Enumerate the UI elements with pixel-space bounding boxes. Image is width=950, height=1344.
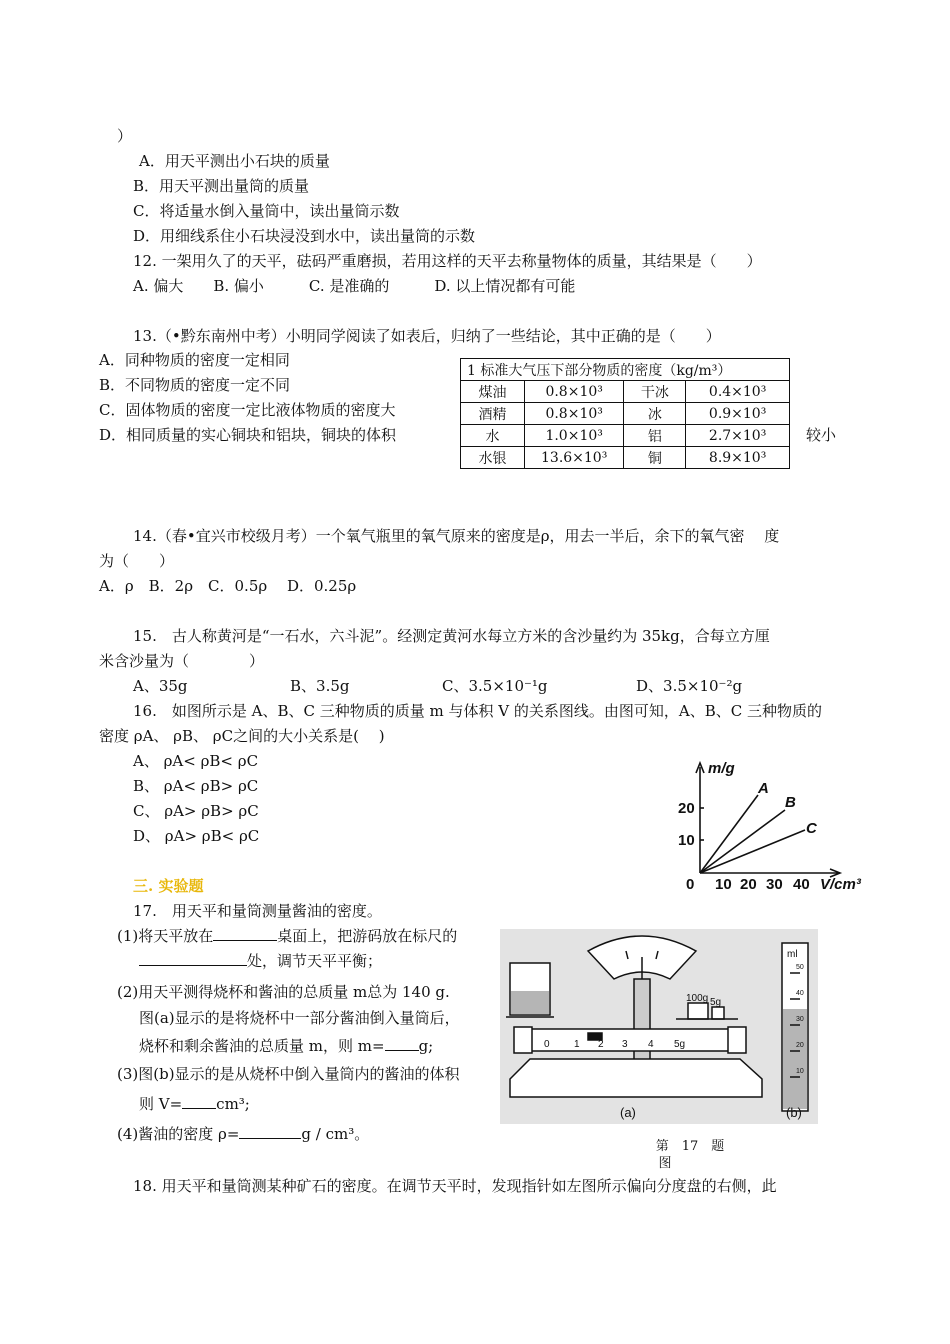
q17-step3-unit: cm³; [216, 1095, 250, 1113]
q15-option-b: B、3.5g [290, 677, 350, 695]
weight-100g-icon [688, 1003, 708, 1019]
q17-step3-cont [139, 1094, 250, 1114]
q17-stem: 17. 用天平和量筒测量酱油的密度。 [133, 902, 382, 920]
q11-option-a: A．用天平测出小石块的质量 [139, 152, 330, 170]
figure-a-label: (a) [620, 1105, 636, 1120]
q17-step1-cont [139, 951, 382, 971]
q16-option-a: A、 ρA< ρB< ρC [133, 752, 259, 770]
answer-blank[interactable] [385, 1036, 419, 1051]
line-b [700, 810, 785, 873]
weight-100g-label: 100g [686, 993, 709, 1004]
cylinder-tick: 10 [796, 1068, 804, 1075]
x-axis-label: V/cm³ [820, 876, 861, 893]
scale-tick: 4 [648, 1039, 654, 1050]
q17-step4-text: (4)酱油的密度 ρ= [117, 1125, 240, 1143]
figure-17-caption-cont: 图 [658, 1156, 672, 1171]
q13-option-b: B．不同物质的密度一定不同 [99, 376, 291, 394]
q16-option-b: B、 ρA< ρB> ρC [133, 777, 259, 795]
q17-step2-text: 烧杯和剩余酱油的总质量 m，则 m= [139, 1037, 385, 1055]
table-row [461, 403, 790, 425]
q13-option-a: A．同种物质的密度一定相同 [99, 351, 290, 369]
q17-step1-text3: 处，调节天平平衡； [247, 952, 383, 970]
q15-option-d: D、3.5×10⁻²g [636, 677, 743, 695]
y-tick-label: 10 [678, 832, 695, 849]
table-cell: 煤油 [461, 381, 525, 403]
x-tick-label: 20 [740, 876, 757, 893]
table-row [461, 447, 790, 469]
q13-option-c: C．固体物质的密度一定比液体物质的密度大 [99, 401, 396, 419]
weight-5g-label: 5g [710, 997, 722, 1008]
figure-17-balance-cylinder [500, 929, 818, 1124]
table-row [461, 425, 790, 447]
table-cell: 冰 [624, 403, 686, 425]
scale-tick: 3 [622, 1039, 628, 1050]
q16-stem-cont: 密度 ρA、 ρB、 ρC之间的大小关系是( ) [99, 727, 385, 745]
q17-step1 [117, 926, 457, 946]
scale-tick: 1 [574, 1039, 580, 1050]
q14-stem-cont: 为（ ） [99, 552, 175, 570]
cylinder-unit: ml [787, 949, 798, 960]
balance-beam [530, 1029, 730, 1051]
q17-step1-text: (1)将天平放在 [117, 927, 214, 945]
q15-option-c: C、3.5×10⁻¹g [442, 677, 548, 695]
cylinder-tick: 50 [796, 964, 804, 971]
weight-5g-icon [712, 1007, 724, 1019]
table-cell: 0.8×10³ [524, 403, 624, 425]
q15-stem-cont: 米含沙量为（ ） [99, 652, 265, 670]
table-cell: 0.4×10³ [686, 381, 790, 403]
q14-stem: 14.（春•宜兴市校级月考）一个氧气瓶里的氧气原来的密度是ρ，用去一半后，余下的氧气密 度 [133, 527, 780, 545]
table-cell: 2.7×10³ [686, 425, 790, 447]
q11-option-c: C．将适量水倒入量筒中，读出量筒示数 [133, 202, 400, 220]
balance-base [510, 1059, 762, 1097]
cylinder-tick: 40 [796, 990, 804, 997]
x-tick-label: 30 [766, 876, 783, 893]
q13-stem: 13.（•黔东南州中考）小明同学阅读了如表后，归纳了一些结论，其中正确的是（ ） [133, 327, 721, 345]
table-cell: 干冰 [624, 381, 686, 403]
density-table-title: 1 标准大气压下部分物质的密度（kg/m³） [461, 359, 790, 381]
scale-tick: 5g [674, 1039, 686, 1050]
q18-stem: 18. 用天平和量筒测某种矿石的密度。在调节天平时，发现指针如左图所示偏向分度盘的右侧，此 [133, 1177, 777, 1195]
line-c-label: C [806, 820, 817, 837]
q16-option-c: C、 ρA> ρB> ρC [133, 802, 259, 820]
line-a-label: A [758, 780, 769, 797]
q17-step3: (3)图(b)显示的是从烧杯中倒入量筒内的酱油的体积 [117, 1065, 460, 1083]
q11-option-d: D．用细线系住小石块浸没到水中，读出量筒的示数 [133, 227, 476, 245]
q16-option-d: D、 ρA> ρB< ρC [133, 827, 260, 845]
scale-tick: 0 [544, 1039, 550, 1050]
answer-blank[interactable] [182, 1094, 216, 1109]
balance-pillar [634, 979, 650, 1069]
figure-17-caption: 第 17 题 [655, 1139, 725, 1154]
q13-option-d-tail: 较小 [806, 426, 837, 444]
section-heading: 三. 实验题 [133, 877, 204, 895]
y-tick-label: 0 [686, 876, 695, 893]
line-b-label: B [785, 794, 796, 811]
q17-step4 [117, 1124, 369, 1144]
table-cell: 1.0×10³ [524, 425, 624, 447]
q15-option-a: A、35g [133, 677, 188, 695]
table-row [461, 381, 790, 403]
q14-options: A．ρ B．2ρ C．0.5ρ D．0.25ρ [99, 577, 357, 595]
q15-stem: 15. 古人称黄河是“一石水，六斗泥”。经测定黄河水每立方米的含沙量约为 35kg，合每立方厘 [133, 627, 770, 645]
q11-paren: ） [117, 127, 133, 145]
q17-step3-text: 则 V= [139, 1095, 183, 1113]
answer-blank[interactable] [239, 1124, 301, 1139]
answer-blank[interactable] [213, 926, 277, 941]
cylinder-tick: 30 [796, 1016, 804, 1023]
table-cell: 铝 [624, 425, 686, 447]
table-cell: 0.8×10³ [524, 381, 624, 403]
answer-blank[interactable] [139, 951, 247, 966]
y-axis-label: m/g [708, 760, 735, 777]
table-cell: 8.9×10³ [686, 447, 790, 469]
table-cell: 水银 [461, 447, 525, 469]
q17-step2-cont2 [139, 1036, 433, 1056]
density-table [460, 358, 790, 469]
q13-option-d: D．相同质量的实心铜块和铝块，铜块的体积 [99, 426, 397, 444]
mass-volume-graph [670, 755, 880, 895]
q12-options: A. 偏大 B. 偏小 C. 是准确的 D. 以上情况都有可能 [133, 277, 576, 295]
q17-step4-unit: g / cm³。 [301, 1125, 370, 1143]
x-tick-label: 40 [793, 876, 810, 893]
table-cell: 铜 [624, 447, 686, 469]
cylinder-tick: 20 [796, 1042, 804, 1049]
q16-stem: 16. 如图所示是 A、B、C 三种物质的质量 m 与体积 V 的关系图线。由图可知，A、B、C 三种物质的 [133, 702, 822, 720]
x-tick-label: 10 [715, 876, 732, 893]
q17-step2-cont: 图(a)显示的是将烧杯中一部分酱油倒入量筒后， [139, 1009, 460, 1027]
q17-step2: (2)用天平测得烧杯和酱油的总质量 m总为 140 g. [117, 983, 450, 1001]
table-cell: 0.9×10³ [686, 403, 790, 425]
table-cell: 酒精 [461, 403, 525, 425]
figure-b-label: (b) [786, 1105, 802, 1120]
y-tick-label: 20 [678, 800, 695, 817]
table-cell: 水 [461, 425, 525, 447]
table-cell: 13.6×10³ [524, 447, 624, 469]
q17-step2-unit: g; [418, 1037, 434, 1055]
q11-option-b: B．用天平测出量筒的质量 [133, 177, 310, 195]
q12-stem: 12. 一架用久了的天平，砝码严重磨损，若用这样的天平去称量物体的质量，其结果是（ ） [133, 252, 762, 270]
scale-tick: 2 [598, 1039, 604, 1050]
q17-step1-text2: 桌面上，把游码放在标尺的 [277, 927, 458, 945]
